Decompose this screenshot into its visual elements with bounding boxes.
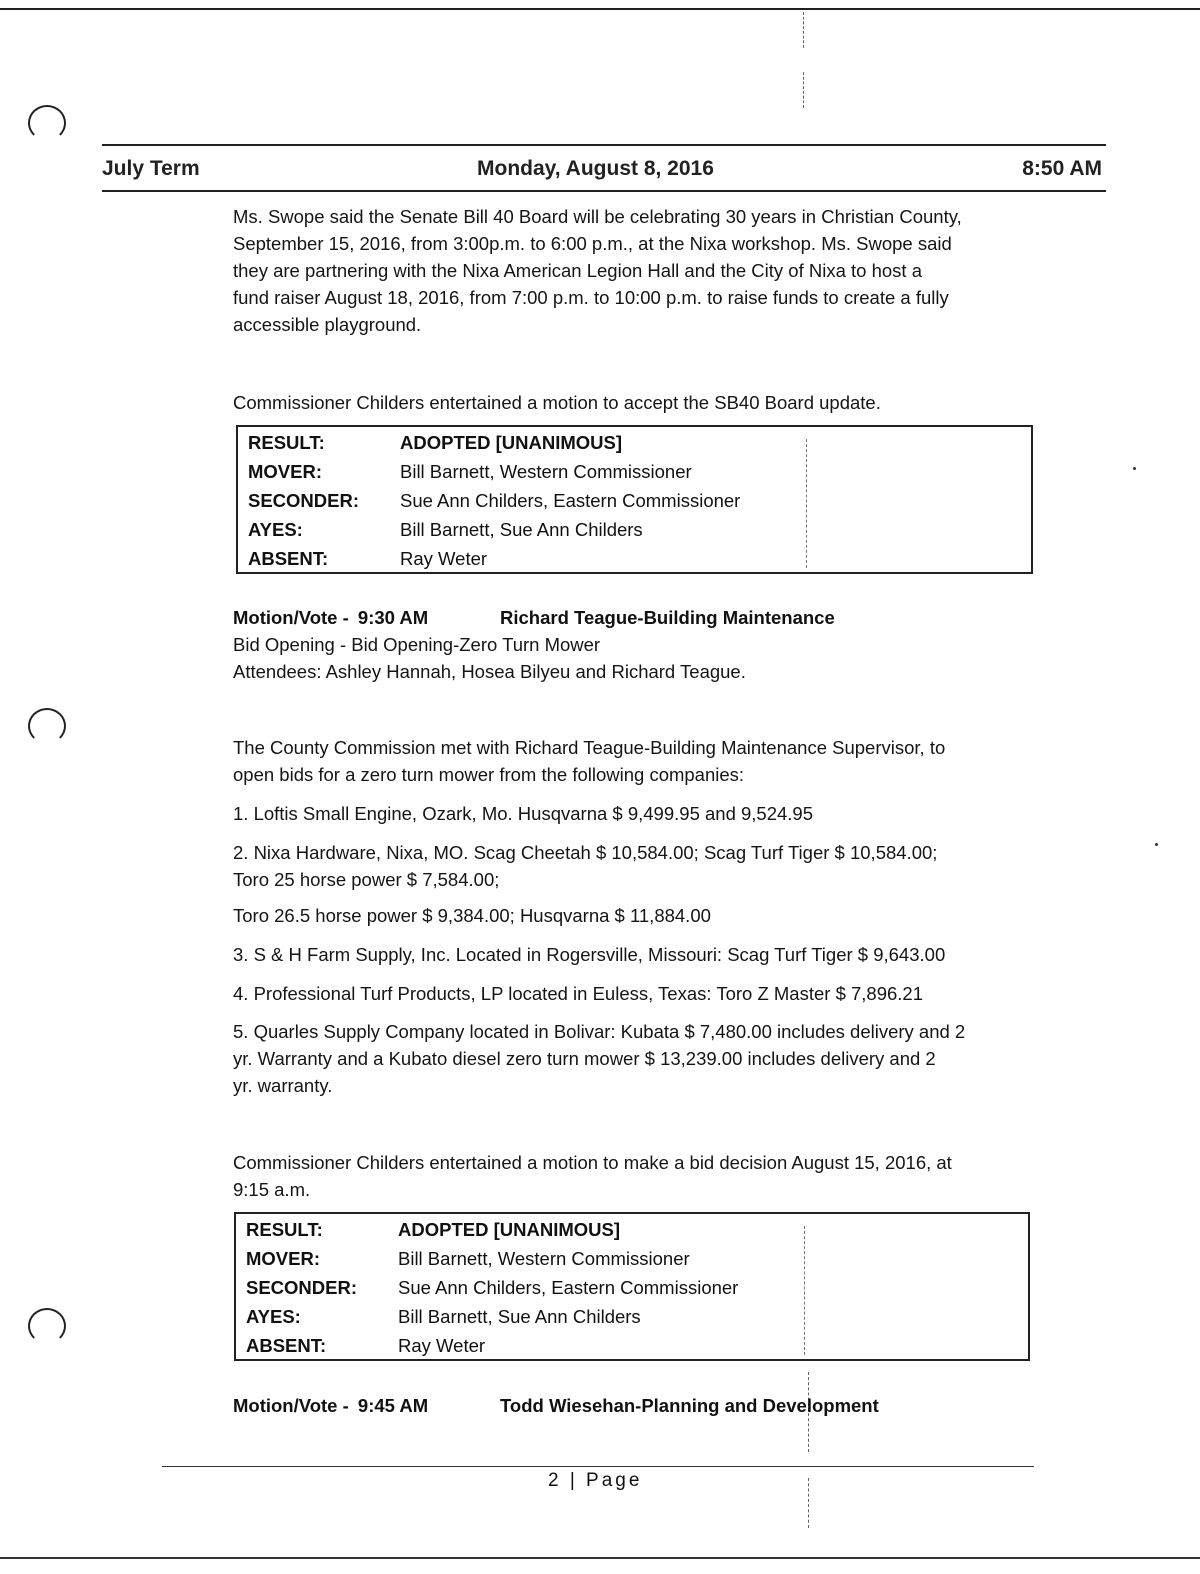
footer-rule xyxy=(162,1466,1034,1467)
agenda-item-label: Motion/Vote - xyxy=(233,1395,349,1416)
page-header xyxy=(102,144,1106,192)
bid-item: Toro 26.5 horse power $ 9,384.00; Husqvarna $ 11,884.00 xyxy=(233,905,711,926)
bid-item xyxy=(233,839,1038,893)
scan-speck xyxy=(1133,467,1136,470)
mover-value: Bill Barnett, Western Commissioner xyxy=(400,461,692,482)
agenda-item-heading xyxy=(233,604,835,631)
sb40-paragraph xyxy=(233,203,1038,338)
punch-hole-top xyxy=(28,105,66,141)
bids-intro xyxy=(233,734,1038,788)
ayes-label: AYES: xyxy=(248,519,303,540)
ayes-value: Bill Barnett, Sue Ann Childers xyxy=(398,1306,641,1327)
vote-column-divider xyxy=(804,1226,805,1355)
sb40-motion: Commissioner Childers entertained a motion to accept the SB40 Board update. xyxy=(233,392,881,413)
paragraph-line: yr. Warranty and a Kubato diesel zero turn mower $ 13,239.00 includes delivery and 2 xyxy=(233,1048,936,1069)
agenda-item-time: 9:30 AM xyxy=(357,607,429,628)
header-date: Monday, August 8, 2016 xyxy=(477,157,714,180)
vote-column-divider xyxy=(806,439,807,568)
mover-label: MOVER: xyxy=(246,1248,320,1269)
bid-item xyxy=(233,1018,1038,1099)
result-label: RESULT: xyxy=(248,432,325,453)
scan-speck xyxy=(1155,843,1158,846)
paragraph-line: Toro 25 horse power $ 7,584.00; xyxy=(233,869,500,890)
seconder-label: SECONDER: xyxy=(248,490,360,511)
bid-opening-line: Bid Opening - Bid Opening-Zero Turn Mower xyxy=(233,634,601,655)
punch-hole-middle xyxy=(28,708,66,744)
scan-bottom-rule xyxy=(0,1557,1200,1559)
paragraph-line: open bids for a zero turn mower from the following companies: xyxy=(233,764,745,785)
paragraph-line: 5. Quarles Supply Company located in Bolivar: Kubata $ 7,480.00 includes delivery and 2 xyxy=(233,1021,966,1042)
vote-result-box xyxy=(236,425,1033,574)
scan-top-rule xyxy=(0,8,1200,10)
absent-label: ABSENT: xyxy=(246,1335,327,1356)
bid-item: 4. Professional Turf Products, LP located in Euless, Texas: Toro Z Master $ 7,896.21 xyxy=(233,983,924,1004)
seconder-label: SECONDER: xyxy=(246,1277,358,1298)
paragraph-line: Commissioner Childers entertained a motion to make a bid decision August 15, 2016, at xyxy=(233,1152,952,1173)
mover-label: MOVER: xyxy=(248,461,322,482)
absent-value: Ray Weter xyxy=(400,548,488,569)
agenda-item-subject: Richard Teague-Building Maintenance xyxy=(500,607,835,628)
paragraph-line: 2. Nixa Hardware, Nixa, MO. Scag Cheetah $ 10,584.00; Scag Turf Tiger $ 10,584.00; xyxy=(233,842,938,863)
ayes-value: Bill Barnett, Sue Ann Childers xyxy=(400,519,643,540)
scan-mark xyxy=(808,1478,809,1528)
result-value: ADOPTED [UNANIMOUS] xyxy=(398,1219,620,1240)
punch-hole-bottom xyxy=(28,1308,66,1344)
seconder-value: Sue Ann Childers, Eastern Commissioner xyxy=(398,1277,739,1298)
vote-result-box xyxy=(234,1212,1030,1361)
attendees-line: Attendees: Ashley Hannah, Hosea Bilyeu and Richard Teague. xyxy=(233,661,746,682)
scan-mark xyxy=(803,12,804,48)
header-time: 8:50 AM xyxy=(1022,157,1102,180)
paragraph-line: fund raiser August 18, 2016, from 7:00 p.m. to 10:00 p.m. to raise funds to create a fully xyxy=(233,287,949,308)
agenda-item-heading xyxy=(233,1392,879,1419)
paragraph-line: September 15, 2016, from 3:00p.m. to 6:00 p.m., at the Nixa workshop. Ms. Swope said xyxy=(233,233,952,254)
paragraph-line: yr. warranty. xyxy=(233,1075,333,1096)
ayes-label: AYES: xyxy=(246,1306,301,1327)
paragraph-line: Ms. Swope said the Senate Bill 40 Board will be celebrating 30 years in Christian County, xyxy=(233,206,962,227)
bid-item: 3. S & H Farm Supply, Inc. Located in Rogersville, Missouri: Scag Turf Tiger $ 9,643.00 xyxy=(233,944,946,965)
result-value: ADOPTED [UNANIMOUS] xyxy=(400,432,622,453)
header-term: July Term xyxy=(102,157,200,180)
absent-label: ABSENT: xyxy=(248,548,329,569)
paragraph-line: accessible playground. xyxy=(233,314,422,335)
mover-value: Bill Barnett, Western Commissioner xyxy=(398,1248,690,1269)
absent-value: Ray Weter xyxy=(398,1335,486,1356)
scan-mark xyxy=(803,72,804,108)
paragraph-line: they are partnering with the Nixa American Legion Hall and the City of Nixa to host a xyxy=(233,260,922,281)
bid-item: 1. Loftis Small Engine, Ozark, Mo. Husqvarna $ 9,499.95 and 9,524.95 xyxy=(233,803,814,824)
page-number: 2 | Page xyxy=(548,1470,643,1491)
agenda-item-label: Motion/Vote - xyxy=(233,607,349,628)
result-label: RESULT: xyxy=(246,1219,323,1240)
paragraph-line: The County Commission met with Richard Teague-Building Maintenance Supervisor, to xyxy=(233,737,946,758)
bid-decision-motion xyxy=(233,1149,1038,1203)
seconder-value: Sue Ann Childers, Eastern Commissioner xyxy=(400,490,741,511)
agenda-item-time: 9:45 AM xyxy=(357,1395,429,1416)
paragraph-line: 9:15 a.m. xyxy=(233,1179,311,1200)
agenda-item-subject: Todd Wiesehan-Planning and Development xyxy=(500,1395,879,1416)
